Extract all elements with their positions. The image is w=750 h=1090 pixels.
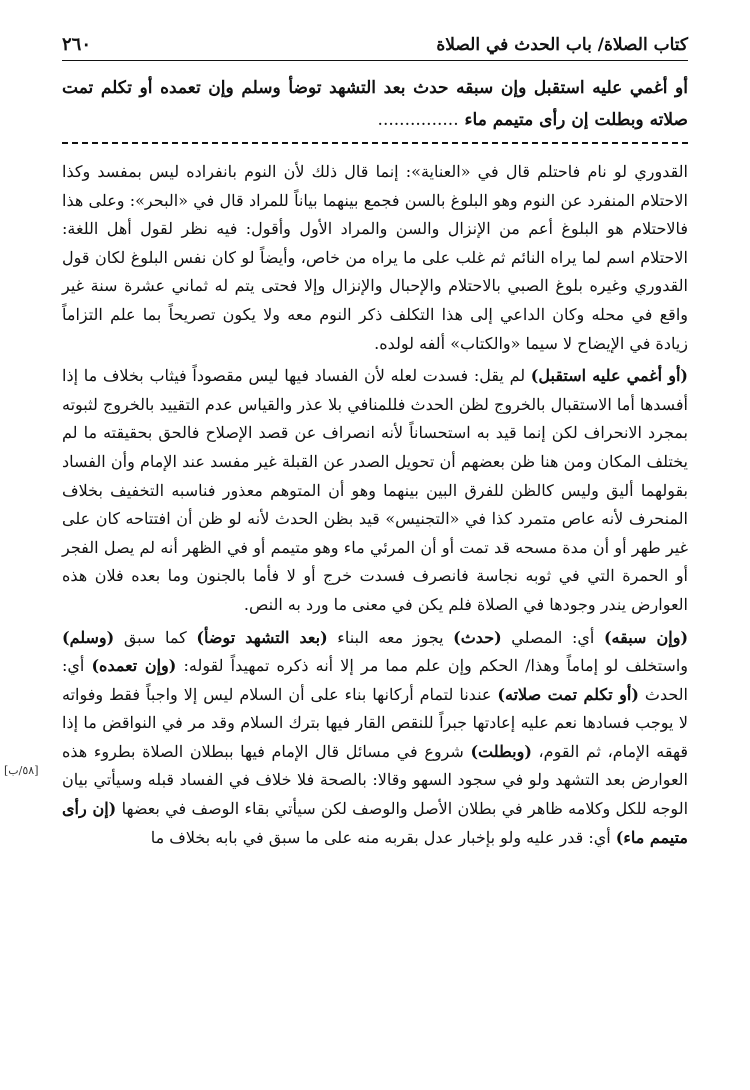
commentary-span: يجوز معه البناء	[327, 627, 454, 647]
running-header	[62, 26, 688, 61]
matn-quote: (أو تكلم تمت صلاته)	[497, 684, 639, 704]
commentary-span: أي: قدر عليه ولو بإخبار عدل بقربه منه على ما سبق في بابه بخلاف ما	[150, 827, 616, 847]
commentary-span: أي: الحدث	[62, 656, 688, 704]
matn-quote: (وسلم)	[62, 627, 115, 647]
running-title: كتاب الصلاة/ باب الحدث في الصلاة	[436, 35, 688, 55]
commentary-span: واستخلف لو إماماً وهذا/ الحكم وإن علم مما مر إلا أنه ذكره تمهيداً لقوله:	[176, 656, 688, 676]
matn-body: أو أغمي عليه استقبل وإن سبقه حدث بعد التشهد توضأ وسلم وإن تعمده أو تكلم تمت صلاته وبطلت إن رأى متيمم ماء	[62, 78, 688, 130]
commentary-paragraph-3	[62, 624, 688, 853]
matn-quote: (أو أغمي عليه استقبل)	[530, 366, 689, 386]
commentary-paragraph-1: القدوري لو نام فاحتلم قال في «العناية»: إنما قال ذلك لأن النوم بانفراده ليس بمفسد وكذا الاحتلام المنفرد عن النوم وهو البلوغ بالسن فجمع بينهما بياناً للمراد قال في «البحر»: وعلى هذا فالاحتلام هو البلوغ أعم من الإنزال والسن والمراد الأول وأقول: فيه نظر لقول أهل اللغة: الاحتلام اسم لما يراه النائم ثم غلب على ما يراه من خاص، وأيضاً لو كان نفس البلوغ لكان قول القدوري وغيره بلوغ الصبي بالاحتلام والإحبال والإنزال وإلا فحتى يتم له ثماني عشرة سنة غير واقع في محله وكان الداعي إلى هذا التكلف ذكر النوم معه ولا يكون تصريحاً بما علم التزاماً زيادة في الإيضاح لا سيما «والكتاب» ألفه لولده.	[62, 162, 689, 353]
matn-quote: (إن رأى متيمم ماء)	[62, 799, 688, 847]
commentary-span: شروع في مسائل قال الإمام فيها ببطلان الصلاة بطروء هذه العوارض بعد التشهد ولو في سجود السهو وقالا: بالصحة فلا خلاف في الفساد قبله وسيأتي بيان الوجه للكل وكلامه ظاهر في بطلان الأصل والوصف لكن سيأتي بقاء الوصف في بعضها	[62, 741, 689, 819]
commentary-span: كما سبق	[114, 627, 197, 647]
commentary-span: أي: المصلي	[501, 627, 604, 647]
matn-quote: (بعد التشهد توضأ)	[196, 627, 328, 647]
commentary-span: لم يقل: فسدت لعله لأن الفساد فيها ليس مقصوداً فيثاب بخلاف ما إذا أفسدها أما الاستقبال بالخروج لظن الحدث فللمنافي بلا عذر والقياس عدم التقييد بالخروج لثبوته بمجرد الانحراف لكن إنما قيد به استحساناً لأنه انصراف عن قصد الإصلاح فالحق بحقيقته ما لم يختلف المكان ومن هنا ظن بعضهم أن تحويل الصدر عن القبلة غير مفسد عند الإمام وأن الفساد بقولهما أليق وليس كالظن للفرق البين بينهما وهو أن المتوهم معذور فناسبه التخفيف بخلاف المنحرف لأنه عاص متمرد كذا في «التجنيس» قيد بظن الحدث لأنه لو ظن أن افتتاحه كان على غير طهر أو أن مدة مسحه قد تمت أو أن المرئي ماء وهو متيمم أو في الظهر أنه لم يصل الفجر أو الحمرة التي في ثوبه نجاسة فانصرف فسدت خرج أو لا فأما بالجنون وما بعده فلان هذه العوارض يندر وجودها في الصلاة فلم يكن في معنى ما ورد به النص.	[62, 366, 689, 614]
matn-quote: (وإن تعمده)	[91, 656, 177, 676]
matn-quote: (حدث)	[453, 627, 502, 647]
manuscript-folio-marker: [٥٨/ب]	[4, 764, 39, 777]
commentary-span: عندنا لتمام أركانها بناء على أن السلام ليس إلا واجباً فقط وفواته لا يوجب فسادها نعم عليه إعادتها جبراً للنقص القار فيها بترك السلام وقد مر في النواقض ما إذا قهقه الإمام، ثم القوم،	[62, 684, 689, 761]
page-number: ٢٦٠	[62, 34, 92, 55]
commentary-text	[62, 158, 688, 852]
matn-dots: ...............	[377, 110, 459, 130]
matn-quote: (وإن سبقه)	[603, 627, 689, 647]
matn-text	[62, 72, 688, 136]
dashed-divider	[62, 142, 688, 144]
matn-quote: (وبطلت)	[470, 741, 532, 761]
commentary-paragraph-2	[62, 362, 688, 619]
